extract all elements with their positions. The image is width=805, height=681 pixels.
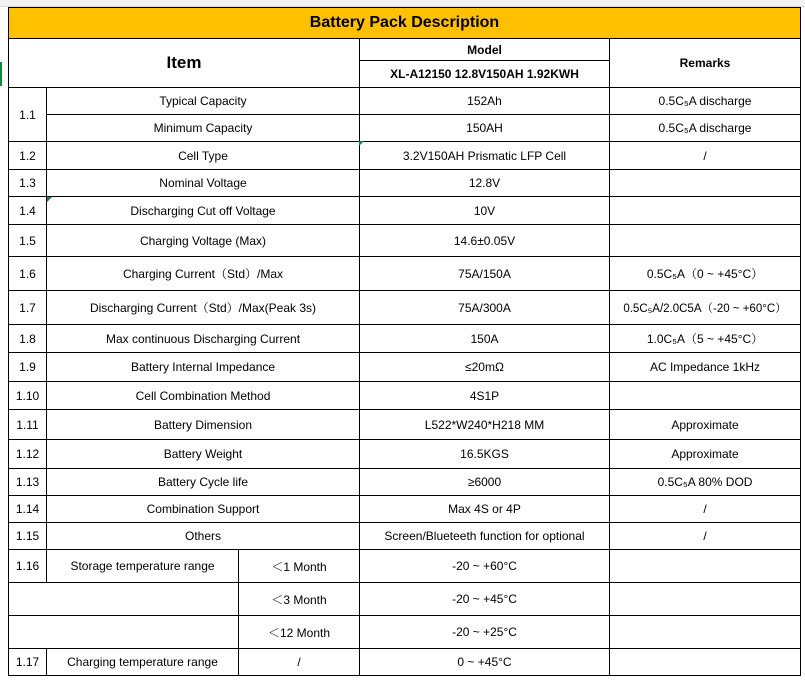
remarks-cell[interactable] (610, 225, 801, 257)
row-number[interactable]: 1.14 (9, 496, 47, 523)
item-cell[interactable]: Others (47, 523, 360, 550)
table-row (9, 115, 801, 142)
table-row (9, 583, 801, 616)
row-number[interactable]: 1.6 (9, 257, 47, 291)
model-cell[interactable]: 16.5KGS (360, 440, 610, 469)
row-selection-marker (0, 62, 2, 86)
model-cell[interactable]: 75A/300A (360, 291, 610, 325)
model-cell[interactable]: 150AH (360, 115, 610, 142)
model-cell[interactable]: -20 ~ +45°C (360, 583, 610, 616)
item-cell[interactable]: Cell Type (47, 142, 360, 170)
item-cell[interactable]: Battery Dimension (47, 410, 360, 440)
remarks-cell[interactable] (610, 649, 801, 676)
cell-comment-marker (359, 141, 364, 146)
column-header-strip (0, 0, 805, 7)
row-number[interactable]: 1.17 (9, 649, 47, 676)
model-cell[interactable]: 12.8V (360, 170, 610, 197)
item-cell[interactable]: Typical Capacity (47, 88, 360, 115)
model-cell[interactable]: 14.6±0.05V (360, 225, 610, 257)
model-cell[interactable]: 150A (360, 325, 610, 353)
item-cell[interactable]: Storage temperature range (47, 550, 239, 583)
table-title[interactable]: Battery Pack Description (9, 8, 801, 39)
table-row (9, 291, 801, 325)
model-cell[interactable]: -20 ~ +60°C (360, 550, 610, 583)
item-cell[interactable]: Combination Support (47, 496, 360, 523)
row-number[interactable]: 1.10 (9, 382, 47, 410)
table-row (9, 616, 801, 649)
table-row (9, 550, 801, 583)
table-row (9, 410, 801, 440)
remarks-cell[interactable]: / (610, 142, 801, 170)
remarks-cell[interactable] (610, 616, 801, 649)
table-row (9, 523, 801, 550)
row-number[interactable]: 1.16 (9, 550, 47, 583)
model-cell[interactable]: 10V (360, 197, 610, 225)
model-cell[interactable]: L522*W240*H218 MM (360, 410, 610, 440)
remarks-cell[interactable]: 0.5C₅A/2.0C5A（-20 ~ +60°C） (610, 291, 801, 325)
empty-cell[interactable] (9, 583, 239, 616)
remarks-header[interactable]: Remarks (610, 39, 801, 88)
item-header[interactable]: Item (9, 39, 360, 88)
table-row (9, 325, 801, 353)
model-header[interactable]: Model (360, 39, 610, 61)
remarks-cell[interactable] (610, 382, 801, 410)
remarks-cell[interactable] (610, 170, 801, 197)
model-cell[interactable]: 0 ~ +45°C (360, 649, 610, 676)
table-row (9, 225, 801, 257)
item-cell[interactable]: Charging Current（Std）/Max (47, 257, 360, 291)
row-number[interactable]: 1.3 (9, 170, 47, 197)
row-number[interactable]: 1.8 (9, 325, 47, 353)
row-number[interactable]: 1.15 (9, 523, 47, 550)
item-cell[interactable]: Charging temperature range (47, 649, 239, 676)
row-number[interactable]: 1.12 (9, 440, 47, 469)
cell-comment-marker (47, 197, 52, 202)
remarks-cell[interactable]: / (610, 496, 801, 523)
empty-cell[interactable] (9, 616, 239, 649)
item-cell[interactable]: Battery Internal Impedance (47, 353, 360, 382)
row-number[interactable]: 1.1 (9, 88, 47, 142)
model-cell[interactable]: 4S1P (360, 382, 610, 410)
model-cell[interactable]: ≥6000 (360, 469, 610, 496)
model-cell[interactable]: 3.2V150AH Prismatic LFP Cell (360, 142, 610, 170)
model-cell[interactable]: Screen/Blueteeth function for optional (360, 523, 610, 550)
model-cell[interactable]: 152Ah (360, 88, 610, 115)
item-cell[interactable]: Charging Voltage (Max) (47, 225, 360, 257)
storage-period-cell[interactable]: ＜3 Month (239, 583, 360, 616)
sub-cell[interactable]: / (239, 649, 360, 676)
remarks-cell[interactable] (610, 197, 801, 225)
table-row (9, 142, 801, 170)
table-row (9, 440, 801, 469)
item-cell[interactable]: Discharging Current（Std）/Max(Peak 3s) (47, 291, 360, 325)
item-cell[interactable]: Cell Combination Method (47, 382, 360, 410)
remarks-cell[interactable]: 0.5C₅A discharge (610, 115, 801, 142)
model-cell[interactable]: ≤20mΩ (360, 353, 610, 382)
table-row (9, 649, 801, 676)
model-cell[interactable]: Max 4S or 4P (360, 496, 610, 523)
item-cell[interactable]: Battery Cycle life (47, 469, 360, 496)
row-number[interactable]: 1.5 (9, 225, 47, 257)
remarks-cell[interactable]: AC Impedance 1kHz (610, 353, 801, 382)
table-row (9, 170, 801, 197)
remarks-cell[interactable]: Approximate (610, 410, 801, 440)
remarks-cell[interactable]: 1.0C₅A（5 ~ +45°C） (610, 325, 801, 353)
remarks-cell[interactable] (610, 550, 801, 583)
item-cell[interactable]: Minimum Capacity (47, 115, 360, 142)
row-number[interactable]: 1.2 (9, 142, 47, 170)
row-number[interactable]: 1.13 (9, 469, 47, 496)
item-cell[interactable]: Discharging Cut off Voltage (47, 197, 360, 225)
table-row (9, 469, 801, 496)
row-number[interactable]: 1.7 (9, 291, 47, 325)
model-cell[interactable]: 75A/150A (360, 257, 610, 291)
battery-spec-table (8, 7, 801, 676)
item-cell[interactable]: Max continuous Discharging Current (47, 325, 360, 353)
storage-period-cell[interactable]: ＜1 Month (239, 550, 360, 583)
item-cell[interactable]: Nominal Voltage (47, 170, 360, 197)
item-cell[interactable]: Battery Weight (47, 440, 360, 469)
model-value-header[interactable]: XL-A12150 12.8V150AH 1.92KWH (360, 61, 610, 88)
table-row (9, 496, 801, 523)
remarks-cell[interactable] (610, 583, 801, 616)
row-number[interactable]: 1.11 (9, 410, 47, 440)
remarks-cell[interactable]: Approximate (610, 440, 801, 469)
table-row (9, 353, 801, 382)
remarks-cell[interactable]: 0.5C₅A 80% DOD (610, 469, 801, 496)
remarks-cell[interactable]: / (610, 523, 801, 550)
table-row (9, 382, 801, 410)
row-number[interactable]: 1.9 (9, 353, 47, 382)
storage-period-cell[interactable]: ＜12 Month (239, 616, 360, 649)
remarks-cell[interactable]: 0.5C₅A discharge (610, 88, 801, 115)
table-row (9, 257, 801, 291)
spreadsheet (8, 7, 801, 676)
model-cell[interactable]: -20 ~ +25°C (360, 616, 610, 649)
remarks-cell[interactable]: 0.5C₅A（0 ~ +45°C） (610, 257, 801, 291)
table-row (9, 197, 801, 225)
table-row (9, 88, 801, 115)
row-number[interactable]: 1.4 (9, 197, 47, 225)
